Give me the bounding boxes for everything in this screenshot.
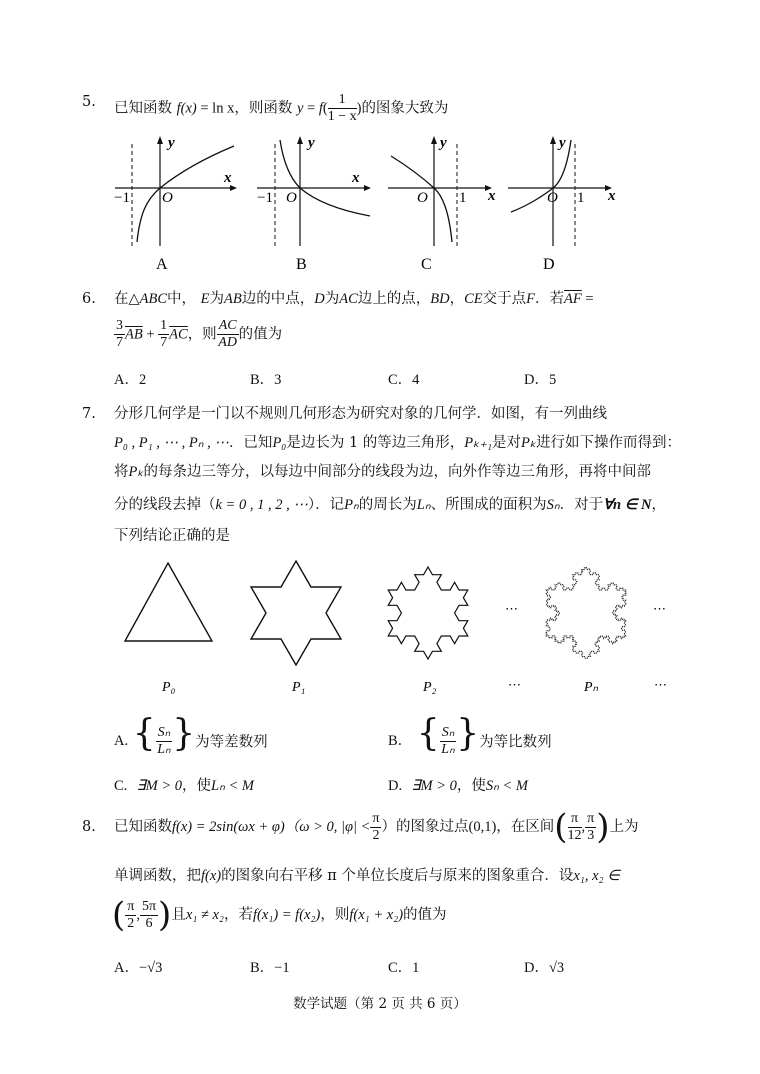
origin-label: O bbox=[417, 190, 428, 206]
q7-t-h: 分的线段去掉（ bbox=[114, 497, 216, 513]
q8-option-a[interactable]: A．−√3 bbox=[114, 960, 163, 976]
q6-F: F bbox=[526, 291, 535, 307]
q6-t-c: 为 bbox=[209, 291, 225, 307]
q5-frac-num: 1 bbox=[328, 92, 357, 109]
q7-line-2 bbox=[114, 433, 681, 453]
q8-cond: （ω > 0, |φ| < bbox=[284, 819, 371, 835]
q8-line-3: ( $\frac{\pi}{2}$ , $\frac{5\pi}{6}$ )且x₁ ≠ x₂，若f(x₁) = f(x₂)，则f(x₁ + x₂)的值为 bbox=[112, 895, 447, 935]
koch-pn bbox=[546, 567, 626, 659]
q8-neq: x₁ ≠ x₂ bbox=[185, 907, 224, 923]
fractal-figures bbox=[110, 555, 680, 705]
y-label: y bbox=[559, 135, 566, 151]
q7-opt-a-den: Lₙ bbox=[157, 741, 171, 757]
q5-stem: 已知函数 f(x) = ln x，则函数 y = f( $\frac{1}{1 - x}$ )的图象大致为 bbox=[114, 92, 449, 124]
graph-b bbox=[252, 134, 382, 274]
q5-number: 5. bbox=[82, 94, 96, 110]
q6-ratio-num: AC bbox=[218, 318, 237, 333]
q6-c2-num: 1 bbox=[160, 318, 168, 333]
graph-label: C bbox=[421, 256, 432, 273]
q8-t-g: 且 bbox=[171, 907, 186, 923]
q6-ratio-den: AD bbox=[218, 335, 237, 350]
q7-forall: ∀n ∈ N bbox=[603, 497, 652, 513]
q8-x12: x₁, x₂ ∈ bbox=[573, 868, 620, 884]
y-label: y bbox=[168, 135, 175, 151]
graph-label: D bbox=[543, 256, 555, 273]
q8-i1-den: 12 bbox=[567, 827, 582, 843]
q7-option-b[interactable]: B． { $\frac{\text{Sₙ}}{\text{Lₙ}}$ }为等比数列 bbox=[388, 713, 552, 757]
q7-ln: Lₙ bbox=[416, 497, 431, 513]
q6-coef-2 bbox=[158, 318, 169, 351]
q6-vec-AB: $\overline{AB}$ bbox=[125, 326, 143, 343]
q6-E: E bbox=[200, 291, 210, 307]
q7-opt-c-t: ，使 bbox=[182, 778, 212, 794]
y-arrow bbox=[550, 136, 556, 144]
graph-a bbox=[110, 134, 240, 274]
q8-t-f: 的图象向右平移 π 个单位长度后与原来的图象重合．设 bbox=[221, 868, 574, 884]
q6-option-c[interactable]: C．4 bbox=[388, 372, 420, 388]
q7-opt-c-e: Lₙ < M bbox=[211, 778, 255, 794]
q8-int2-b bbox=[140, 899, 158, 932]
q6-number: 6. bbox=[82, 291, 96, 307]
q6-option-d[interactable]: D．5 bbox=[524, 372, 557, 388]
q7-opt-b-frac bbox=[440, 725, 457, 758]
q7-line-4 bbox=[114, 495, 666, 515]
q7-t-f: 将 bbox=[114, 464, 129, 480]
q6-vec-AC: $\overline{AC}$ bbox=[169, 326, 188, 343]
q5-text-2: ，则函数 bbox=[234, 100, 293, 117]
q7-option-d[interactable] bbox=[388, 774, 528, 795]
q8-i1-num: π bbox=[568, 811, 582, 828]
q7-seq: P₀ , P₁ , ⋯ , Pₙ , ⋯ bbox=[114, 435, 229, 451]
q6-option-b[interactable]: B．3 bbox=[250, 372, 282, 388]
q5-f: f bbox=[318, 100, 323, 117]
q7-pk1: Pₖ₊₁ bbox=[464, 435, 493, 451]
curve bbox=[137, 146, 234, 242]
page-footer: 数学试题（第 2 页 共 6 页） bbox=[293, 996, 467, 1012]
x-label: x bbox=[488, 188, 496, 204]
q8-t-j: 的值为 bbox=[403, 907, 447, 923]
q8-i3-num: π bbox=[127, 898, 135, 914]
q8-pi: π bbox=[372, 810, 380, 826]
q7-opt-b-text: 为等比数列 bbox=[479, 734, 552, 751]
q7-opt-d-label: D. bbox=[388, 778, 403, 794]
triangle-p0 bbox=[125, 563, 212, 641]
q6-t-f: 边上的点， bbox=[357, 291, 431, 307]
q6-c1-den: 7 bbox=[116, 335, 123, 350]
label-p1: P₁ bbox=[292, 680, 306, 695]
q7-t-m: ， bbox=[651, 497, 666, 513]
q6-AC: AC bbox=[339, 291, 358, 307]
label-pn: Pₙ bbox=[584, 680, 599, 695]
q7-t-d: 是对 bbox=[492, 435, 522, 451]
graph-label: A bbox=[156, 256, 168, 273]
q7-t-g: 的每条边三等分，以每边中间部分的线段为边，向外作等边三角形，再将中间部 bbox=[143, 464, 652, 480]
label-p0: P₀ bbox=[162, 680, 176, 695]
q8-option-b[interactable]: B．−1 bbox=[250, 960, 290, 976]
q7-opt-a-frac bbox=[156, 725, 173, 758]
q8-t-e: 单调函数，把 bbox=[114, 868, 201, 884]
q7-t-l: ．对于 bbox=[559, 497, 604, 513]
label-p2: P₂ bbox=[423, 680, 437, 695]
q6-ratio bbox=[217, 318, 239, 351]
q6-eq: = bbox=[581, 291, 594, 307]
q7-line-5: 下列结论正确的是 bbox=[114, 528, 230, 544]
q7-pk-2: Pₖ bbox=[128, 464, 144, 480]
q7-line-1: 分形几何学是一门以不规则几何形态为研究对象的几何学．如图，有一列曲线 bbox=[114, 406, 607, 422]
q8-t-d: 上为 bbox=[609, 819, 639, 835]
q7-option-c[interactable] bbox=[114, 774, 254, 795]
q7-option-a[interactable]: A. { $\frac{\text{Sₙ}}{\text{Lₙ}}$ }为等差数列 bbox=[114, 713, 268, 757]
graph-d bbox=[505, 134, 635, 274]
tick-neg1: −1 bbox=[114, 190, 130, 206]
q7-opt-b-num: Sₙ bbox=[441, 724, 455, 740]
q7-t-i: ）．记 bbox=[307, 497, 345, 513]
q8-fx: f(x) bbox=[201, 868, 222, 884]
q8-i3-den: 2 bbox=[127, 915, 135, 931]
q6-option-a[interactable]: A．2 bbox=[114, 372, 147, 388]
q6-D: D bbox=[314, 291, 325, 307]
x-arrow bbox=[364, 185, 371, 191]
q8-option-d[interactable]: D．√3 bbox=[524, 960, 565, 976]
q6-t-i: ．若 bbox=[534, 291, 564, 307]
q7-t-c: 是边长为 1 的等边三角形， bbox=[286, 435, 465, 451]
y-arrow bbox=[431, 136, 437, 144]
q8-int1-a bbox=[568, 811, 582, 844]
q6-t-b: 中， bbox=[167, 291, 197, 307]
q7-opt-d-t: ，使 bbox=[456, 778, 486, 794]
graph-label: B bbox=[296, 256, 307, 273]
q6-AB: AB bbox=[224, 291, 242, 307]
q8-line-1: 已知函数f(x) = 2sin(ωx + φ)（ω > 0, |φ| < $\frac{\pi}{2}$ ）的图象过点(0,1)，在区间( $\frac{\pi}{12}$ , $\frac{\pi}{3}$ )上为 bbox=[114, 807, 639, 847]
q7-number: 7. bbox=[82, 406, 96, 422]
q5-lnx: ln x bbox=[212, 100, 235, 117]
q7-opt-c-m: ∃M > 0 bbox=[136, 778, 183, 794]
q6-c2-den: 7 bbox=[160, 335, 168, 350]
q8-i2-num: π bbox=[587, 810, 595, 826]
x-label: x bbox=[224, 170, 232, 186]
q5-text-3: 的图象大致为 bbox=[361, 100, 449, 117]
label-dots-1: ⋯ bbox=[508, 677, 521, 692]
label-dots-2: ⋯ bbox=[654, 677, 667, 692]
q7-p0: P₀ bbox=[272, 435, 287, 451]
q6-t-j: ，则 bbox=[187, 326, 217, 343]
y-label: y bbox=[440, 135, 447, 151]
q8-i2-den: 3 bbox=[587, 827, 595, 843]
origin-label: O bbox=[162, 190, 173, 206]
q7-pk: Pₖ bbox=[521, 435, 537, 451]
q7-opt-a-text: 为等差数列 bbox=[195, 734, 268, 751]
q7-t-j: 的周长为 bbox=[358, 497, 417, 513]
q5-frac-den: 1 − x bbox=[327, 109, 357, 124]
q8-pi-over-2 bbox=[370, 811, 381, 844]
tick-1: 1 bbox=[459, 190, 467, 206]
q6-t-a: 在△ bbox=[114, 291, 140, 307]
q6-t-d: 边的中点， bbox=[241, 291, 315, 307]
q8-t-c: ，在区间 bbox=[496, 819, 555, 835]
ellipsis-1: ⋯ bbox=[505, 601, 518, 616]
q6-line-1 bbox=[114, 289, 594, 309]
q8-fsum: f(x₁ + x₂) bbox=[349, 907, 404, 923]
koch-p2 bbox=[388, 567, 468, 659]
q8-point: (0,1) bbox=[468, 819, 497, 835]
q8-func: f(x) = 2sin(ωx + φ) bbox=[172, 819, 285, 835]
q8-t-h: ，若 bbox=[223, 907, 253, 923]
ellipsis-2: ⋯ bbox=[653, 601, 666, 616]
q7-opt-c-label: C. bbox=[114, 778, 128, 794]
q5-fx: f(x) bbox=[176, 100, 197, 117]
x-label: x bbox=[352, 170, 360, 186]
q7-opt-a-label: A. bbox=[114, 733, 129, 749]
q8-t-i: ，则 bbox=[320, 907, 350, 923]
q8-option-c[interactable]: C．1 bbox=[388, 960, 420, 976]
q7-k: k = 0 , 1 , 2 , ⋯ bbox=[215, 497, 308, 513]
q8-i4-den: 6 bbox=[145, 915, 153, 931]
q6-t-g: ， bbox=[449, 291, 465, 307]
q6-CE: CE bbox=[464, 291, 483, 307]
q8-t-a: 已知函数 bbox=[114, 819, 172, 835]
q5-text-1: 已知函数 bbox=[114, 100, 172, 117]
q6-abc: ABC bbox=[139, 291, 168, 307]
q8-i4-num: 5π bbox=[141, 898, 157, 914]
q6-t-k: 的值为 bbox=[238, 326, 283, 343]
q5-eq: = bbox=[196, 100, 213, 117]
origin-label: O bbox=[286, 190, 297, 206]
q6-plus: + bbox=[142, 326, 159, 343]
q7-pn: Pₙ bbox=[344, 497, 359, 513]
q8-int2-a bbox=[125, 899, 136, 932]
q5-eq2: = bbox=[303, 100, 319, 117]
q7-sn: Sₙ bbox=[546, 497, 560, 513]
q7-opt-a-num: Sₙ bbox=[157, 724, 171, 740]
q5-fraction bbox=[328, 92, 357, 125]
q8-int1-b bbox=[585, 811, 596, 844]
y-arrow bbox=[297, 136, 303, 144]
q6-t-h: 交于点 bbox=[482, 291, 527, 307]
q6-vec-AF: $\overline{AF}$ bbox=[563, 291, 582, 307]
q7-t-k: 、所围成的面积为 bbox=[430, 497, 547, 513]
x-label: x bbox=[608, 188, 616, 204]
q7-t-e: 进行如下操作而得到： bbox=[536, 435, 682, 451]
origin-label: O bbox=[547, 190, 558, 206]
q8-t-b: 的图象过点 bbox=[395, 819, 469, 835]
q6-coef-1 bbox=[114, 318, 125, 351]
q8-line-2 bbox=[114, 866, 620, 886]
q5-y: y bbox=[296, 100, 304, 117]
q8-two: 2 bbox=[372, 827, 380, 843]
q6-BD: BD bbox=[430, 291, 450, 307]
q7-opt-b-label: B． bbox=[388, 733, 413, 749]
q8-number: 8. bbox=[82, 819, 96, 835]
q8-close: ） bbox=[381, 819, 396, 835]
q6-t-e: 为 bbox=[324, 291, 340, 307]
graph-c bbox=[385, 134, 515, 274]
tick-1: 1 bbox=[577, 190, 585, 206]
y-label: y bbox=[308, 135, 315, 151]
q7-opt-d-e: Sₙ < M bbox=[485, 778, 528, 794]
q6-c1-num: 3 bbox=[116, 318, 123, 333]
q7-opt-d-m: ∃M > 0 bbox=[411, 778, 457, 794]
star-p1 bbox=[251, 561, 341, 665]
q8-equal: f(x₁) = f(x₂) bbox=[252, 907, 321, 923]
q6-line-2 bbox=[114, 318, 282, 351]
tick-neg1: −1 bbox=[257, 190, 273, 206]
q7-t-b: ．已知 bbox=[228, 435, 273, 451]
q7-opt-b-den: Lₙ bbox=[441, 741, 455, 757]
q7-line-3 bbox=[114, 462, 651, 482]
y-arrow bbox=[157, 136, 163, 144]
